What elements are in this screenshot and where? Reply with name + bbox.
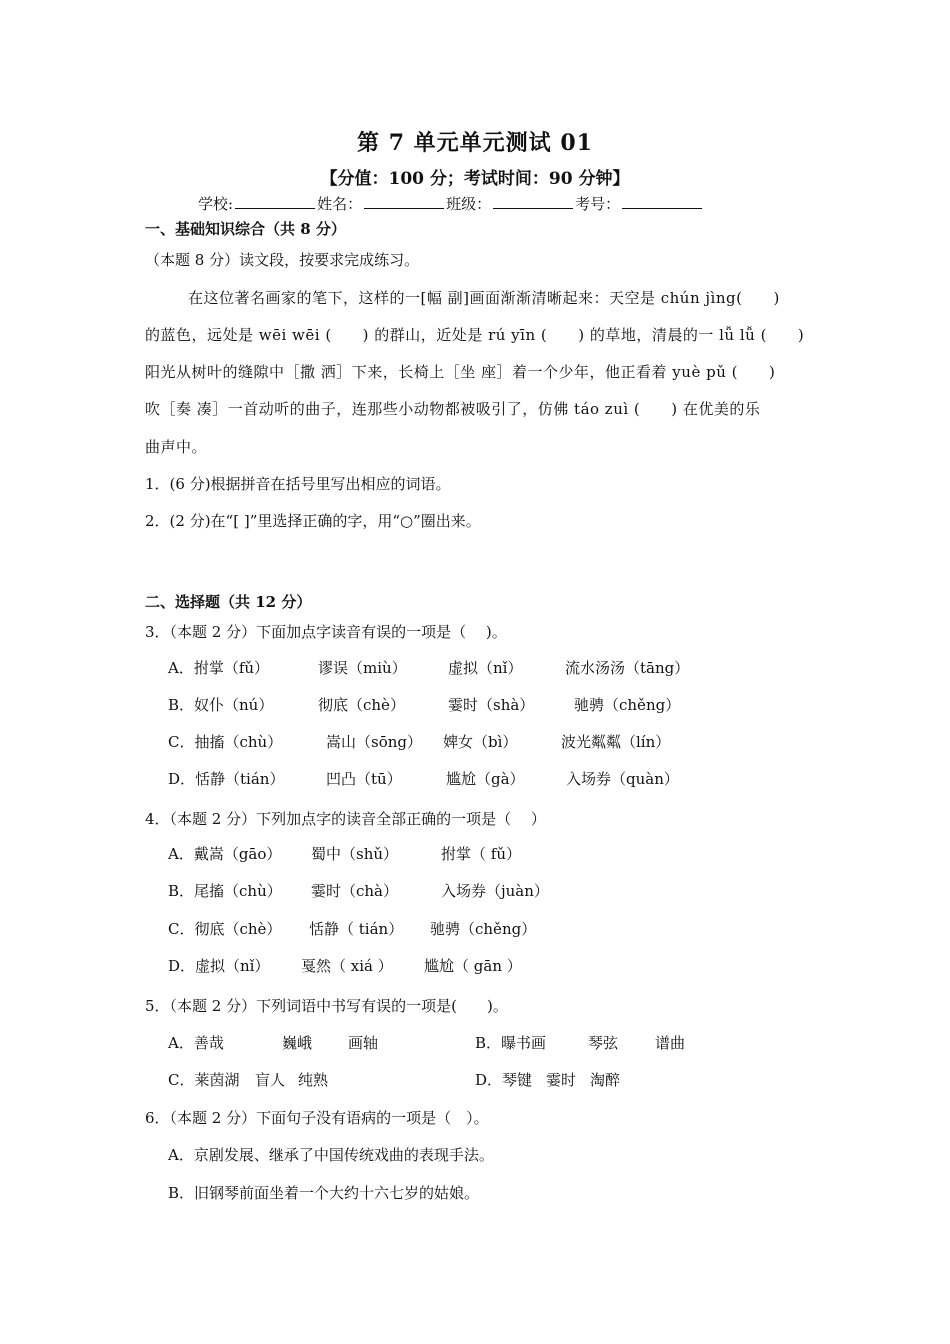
q5-option-b-2: 琴弦 <box>588 1034 619 1052</box>
question-1: 1．(6 分)根据拼音在括号里写出相应的词语。 <box>145 475 451 493</box>
q3-option-a-2: 谬误（miù） <box>318 659 407 677</box>
question-5-stem: 5．（本题 2 分）下列词语中书写有误的一项是( )。 <box>145 997 508 1015</box>
class-label: 班级： <box>446 195 492 213</box>
page-title: 第 7 单元单元测试 01 <box>357 130 593 156</box>
q4-option-c-2: 恬静（ tián） <box>309 920 404 938</box>
name-label: 姓名： <box>317 195 363 213</box>
q5-option-d-3: 淘醉 <box>590 1071 621 1089</box>
question-4-stem: 4．（本题 2 分）下列加点字的读音全部正确的一项是（ ） <box>145 810 546 828</box>
section-1-heading: 一、基础知识综合（共 8 分） <box>145 220 346 238</box>
q3-option-b-2: 彻底（chè） <box>318 696 405 714</box>
q3-option-d-3: 尴尬（gà） <box>446 770 525 788</box>
question-3-stem: 3．（本题 2 分）下面加点字读音有误的一项是（ )。 <box>145 623 507 641</box>
q4-option-b-3: 入场券（juàn） <box>441 882 549 900</box>
name-blank[interactable] <box>364 194 444 209</box>
q3-option-c-3: 婢女（bì） <box>443 733 518 751</box>
school-label: 学校: <box>198 195 234 213</box>
class-blank[interactable] <box>493 194 573 209</box>
q5-option-a-1[interactable]: A．善哉 <box>168 1034 224 1052</box>
q5-option-c-1[interactable]: C．莱茵湖 <box>168 1071 240 1089</box>
q3-option-d-1[interactable]: D．恬静（tián） <box>168 770 285 788</box>
passage-line-4: 吹［奏 凑］一首动听的曲子，连那些小动物都被吸引了，仿佛 táo zuì ( ) 在优美的乐 <box>145 400 761 418</box>
q6-option-b[interactable]: B．旧钢琴前面坐着一个大约十六七岁的姑娘。 <box>168 1184 480 1202</box>
q3-option-d-4: 入场券（quàn） <box>566 770 679 788</box>
q5-option-d-2: 霎时 <box>546 1071 577 1089</box>
q3-option-a-3: 虚拟（nǐ） <box>448 659 523 677</box>
number-blank[interactable] <box>622 194 702 209</box>
q6-option-a[interactable]: A．京剧发展、继承了中国传统戏曲的表现手法。 <box>168 1146 494 1164</box>
passage-line-1: 在这位著名画家的笔下，这样的一[幅 副]画面渐渐清晰起来：天空是 chún jìng( ) <box>188 289 780 307</box>
question-2: 2．(2 分)在“[ ]”里选择正确的字，用“○”圈出来。 <box>145 512 481 530</box>
q3-option-c-4: 波光粼粼（lín） <box>561 733 671 751</box>
score-time-line: 【分值：100 分；考试时间：90 分钟】 <box>320 169 630 189</box>
q5-option-b-3: 谱曲 <box>655 1034 686 1052</box>
passage-line-3: 阳光从树叶的缝隙中［撒 洒］下来，长椅上［坐 座］着一个少年，他正看着 yuè pǔ ( ) <box>145 363 776 381</box>
q5-option-c-3: 纯熟 <box>298 1071 329 1089</box>
q3-option-b-4: 驰骋（chěng） <box>574 696 681 714</box>
student-info-line <box>198 193 704 214</box>
q3-option-a-1[interactable]: A．拊掌（fǔ） <box>168 659 270 677</box>
q4-option-a-1[interactable]: A．戴嵩（gāo） <box>168 845 282 863</box>
q4-option-d-1[interactable]: D．虚拟（nǐ） <box>168 957 270 975</box>
q3-option-b-3: 霎时（shà） <box>448 696 535 714</box>
q5-option-c-2: 盲人 <box>255 1071 286 1089</box>
q4-option-c-1[interactable]: C．彻底（chè） <box>168 920 282 938</box>
section-1-intro: （本题 8 分）读文段，按要求完成练习。 <box>145 251 420 269</box>
q3-option-c-1[interactable]: C．抽搐（chù） <box>168 733 283 751</box>
number-label: 考号： <box>575 195 621 213</box>
q4-option-a-2: 蜀中（shǔ） <box>311 845 399 863</box>
passage-line-2: 的蓝色，远处是 wēi wēi ( ) 的群山，近处是 rú yīn ( ) 的草地，清晨的一 lǚ lǚ ( ) <box>145 326 805 344</box>
q3-option-c-2: 嵩山（sōng） <box>326 733 422 751</box>
school-blank[interactable] <box>235 194 315 209</box>
section-2-heading: 二、选择题（共 12 分） <box>145 593 312 611</box>
passage-line-5: 曲声中。 <box>145 438 208 456</box>
q3-option-a-4: 流水汤汤（tāng） <box>565 659 690 677</box>
q4-option-d-2: 戛然（ xiá ） <box>301 957 393 975</box>
q4-option-d-3: 尴尬（ gān ） <box>424 957 522 975</box>
q5-option-b-1[interactable]: B．曝书画 <box>475 1034 547 1052</box>
q5-option-d-1[interactable]: D．琴键 <box>475 1071 533 1089</box>
q4-option-a-3: 拊掌（ fǔ） <box>441 845 521 863</box>
question-6-stem: 6．（本题 2 分）下面句子没有语病的一项是（ ）。 <box>145 1109 489 1127</box>
q5-option-a-2: 巍峨 <box>282 1034 313 1052</box>
q3-option-b-1[interactable]: B．奴仆（nú） <box>168 696 274 714</box>
q4-option-b-1[interactable]: B．尾搐（chù） <box>168 882 282 900</box>
q4-option-b-2: 霎时（chà） <box>311 882 399 900</box>
q5-option-a-3: 画轴 <box>348 1034 379 1052</box>
q4-option-c-3: 驰骋（chěng） <box>430 920 537 938</box>
q3-option-d-2: 凹凸（tū） <box>326 770 402 788</box>
